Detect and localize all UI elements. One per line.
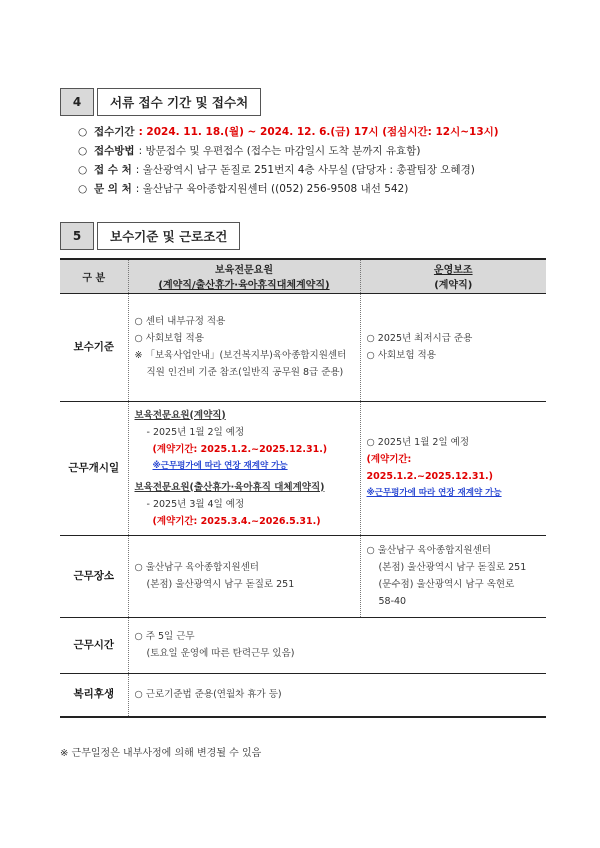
place-assistant: ○ 울산남구 육아종합지원센터 (본점) 울산광역시 남구 돋질로 251 (문수점) 울산광역시 남구 옥현로 58-40 bbox=[360, 535, 546, 617]
table-row-pay bbox=[60, 293, 546, 401]
table-row-welfare bbox=[60, 673, 546, 717]
circle-bullet-icon: ○ bbox=[78, 125, 88, 138]
application-info bbox=[78, 122, 499, 198]
row-label: 근무시간 bbox=[60, 617, 128, 673]
table-header-row bbox=[60, 259, 546, 293]
pay-assistant: ○ 2025년 최저시급 준용 ○ 사회보험 적용 bbox=[360, 293, 546, 401]
circle-bullet-icon: ○ bbox=[78, 182, 88, 195]
hours-content: ○ 주 5일 근무 (토요일 운영에 따른 탄력근무 있음) bbox=[128, 617, 546, 673]
pay-specialist: ○ 센터 내부규정 적용 ○ 사회보험 적용 ※ 「보육사업안내」(보건복지부)육아종합지원센터 직원 인건비 기준 참조(일반직 공무원 8급 준용) bbox=[128, 293, 360, 401]
application-place: : 울산광역시 남구 돋질로 251번지 4층 사무실 (담당자 : 총괄팀장 오혜경) bbox=[135, 164, 475, 176]
info-row-method: ○ 접수방법 : 방문접수 및 우편접수 (접수는 마감일시 도착 분까지 유효함) bbox=[78, 144, 421, 157]
start-assistant: ○ 2025년 1월 2일 예정 (계약기간: 2025.1.2.~2025.12.31.) ※근무평가에 따라 연장 재계약 가능 bbox=[360, 401, 546, 535]
section-number: 5 bbox=[60, 222, 94, 250]
section-title: 서류 접수 기간 및 접수처 bbox=[97, 88, 261, 116]
table-row-place bbox=[60, 535, 546, 617]
table-row-start bbox=[60, 401, 546, 535]
start-specialist: 보육전문요원(계약직) - 2025년 1월 2일 예정 (계약기간: 2025.1.2.~2025.12.31.) ※근무평가에 따라 연장 재계약 가능 보육전문요원(출산휴가·육아휴직 대체계약직) - 2025년 3월 4일 예정 (계약기간: 2025.3.4.~2026.5.31.) bbox=[128, 401, 360, 535]
row-label: 복리후생 bbox=[60, 673, 128, 717]
info-row-place: ○ 접 수 처 : 울산광역시 남구 돋질로 251번지 4층 사무실 (담당자 : 총괄팀장 오혜경) bbox=[78, 163, 475, 176]
conditions-table bbox=[60, 258, 546, 718]
section-number: 4 bbox=[60, 88, 94, 116]
section-4-header bbox=[60, 88, 261, 116]
application-period: : 2024. 11. 18.(월) ~ 2024. 12. 6.(금) 17시 (점심시간: 12시~13시) bbox=[138, 126, 499, 138]
info-row-contact: ○ 문 의 처 : 울산남구 육아종합지원센터 ((052) 256-9508 내선 542) bbox=[78, 182, 409, 195]
application-method: : 방문접수 및 우편접수 (접수는 마감일시 도착 분까지 유효함) bbox=[138, 145, 421, 157]
info-row-period: ○ 접수기간 : 2024. 11. 18.(월) ~ 2024. 12. 6.(금) 17시 (점심시간: 12시~13시) bbox=[78, 125, 499, 138]
table-row-hours bbox=[60, 617, 546, 673]
contact-info: : 울산남구 육아종합지원센터 ((052) 256-9508 내선 542) bbox=[135, 183, 409, 195]
header-assistant: 운영보조 (계약직) bbox=[360, 259, 546, 293]
footnote: ※ 근무일정은 내부사정에 의해 변경될 수 있음 bbox=[60, 748, 262, 759]
row-label: 보수기준 bbox=[60, 293, 128, 401]
header-specialist: 보육전문요원 (계약직/출산휴가·육아휴직대체계약직) bbox=[128, 259, 360, 293]
row-label: 근무개시일 bbox=[60, 401, 128, 535]
circle-bullet-icon: ○ bbox=[78, 163, 88, 176]
header-category: 구 분 bbox=[60, 259, 128, 293]
row-label: 근무장소 bbox=[60, 535, 128, 617]
place-specialist: ○ 울산남구 육아종합지원센터 (본점) 울산광역시 남구 돋질로 251 bbox=[128, 535, 360, 617]
welfare-content: ○ 근로기준법 준용(연월차 휴가 등) bbox=[128, 673, 546, 717]
circle-bullet-icon: ○ bbox=[78, 144, 88, 157]
section-title: 보수기준 및 근로조건 bbox=[97, 222, 240, 250]
section-5-header bbox=[60, 222, 240, 250]
